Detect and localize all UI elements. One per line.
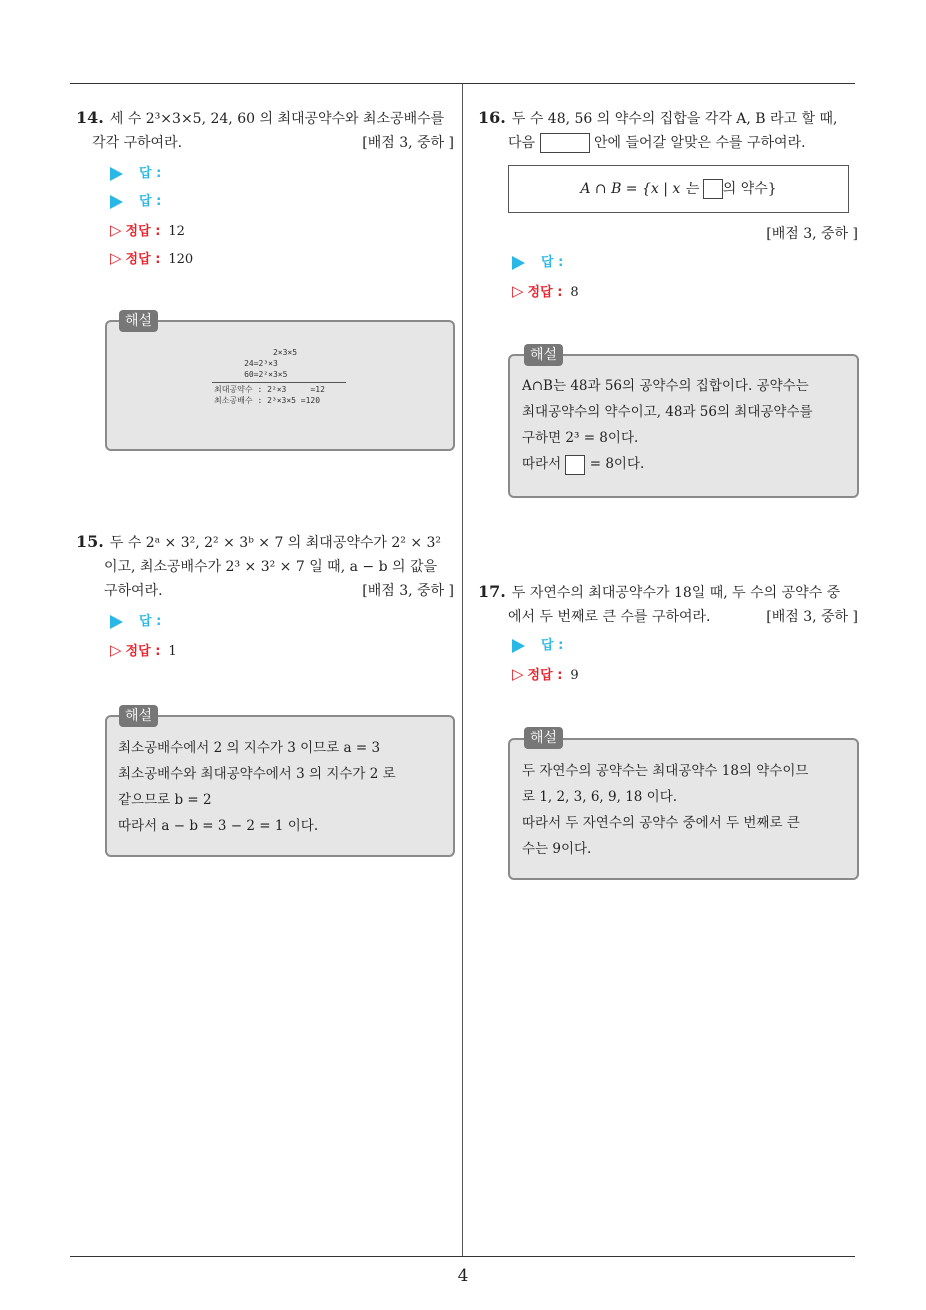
answer-label: 답 : (139, 166, 162, 181)
answer-block-17 (512, 632, 579, 688)
answer-blank (540, 133, 590, 153)
question-16 (478, 106, 858, 155)
question-text: 각각 구하여라. (92, 135, 183, 151)
column-divider (462, 84, 463, 1256)
correct-value: 120 (168, 252, 194, 267)
explanation-line: = 8이다. (589, 456, 645, 472)
calc-rule (212, 382, 346, 383)
outline-triangle-icon: ▷ (110, 641, 122, 659)
explanation-text-15 (118, 735, 446, 839)
score-label: [배점 3, 중하 ] (766, 609, 858, 625)
question-text: 안에 들어갈 알맞은 수를 구하여라. (593, 135, 806, 151)
explanation-line: 같으므로 b = 2 (118, 792, 212, 808)
calc-figure (212, 348, 352, 410)
explanation-tag: 해설 (119, 310, 158, 332)
explanation-line: 따라서 (522, 456, 562, 472)
explanation-tag: 해설 (524, 727, 563, 749)
correct-label: 정답 : (125, 224, 161, 239)
answer-label: 답 : (139, 614, 162, 629)
calc-line: 24=2³×3 (220, 359, 278, 368)
score-label: [배점 3, 중하 ] (766, 226, 858, 242)
question-17 (478, 580, 858, 629)
answer-blank (565, 455, 585, 475)
outline-triangle-icon: ▷ (512, 282, 524, 300)
question-number: 14. (76, 108, 104, 127)
correct-label: 정답 : (527, 285, 563, 300)
question-text: 다음 (508, 135, 536, 151)
correct-value: 12 (168, 224, 185, 239)
answer-label: 답 : (541, 638, 564, 653)
question-15 (76, 530, 454, 603)
correct-value: 9 (570, 668, 579, 683)
question-text: 두 수 2ᵃ × 3², 2² × 3ᵇ × 7 의 최대공약수가 2² × 3² (109, 535, 442, 551)
answer-block-15 (110, 608, 177, 664)
score-label: [배점 3, 중하 ] (362, 135, 454, 151)
explanation-line: 최소공배수에서 2 의 지수가 3 이므로 a = 3 (118, 740, 381, 756)
play-icon (512, 639, 525, 653)
answer-label: 답 : (139, 194, 162, 209)
explanation-line: 최대공약수의 약수이고, 48과 56의 최대공약수를 (522, 404, 813, 420)
explanation-line: 따라서 a − b = 3 − 2 = 1 이다. (118, 818, 319, 834)
page-number: 4 (457, 1266, 469, 1286)
explanation-line: 로 1, 2, 3, 6, 9, 18 이다. (522, 789, 678, 805)
play-icon (110, 167, 123, 181)
play-icon (110, 195, 123, 209)
set-expression: A ∩ B = {x | x 는 (580, 181, 699, 197)
answer-block-16 (512, 249, 579, 305)
explanation-text-16 (522, 373, 852, 477)
set-expression: 의 약수} (722, 181, 777, 197)
question-number: 16. (478, 108, 506, 127)
question-text: 두 자연수의 최대공약수가 18일 때, 두 수의 공약수 중 (511, 585, 841, 601)
question-text: 구하여라. (104, 583, 163, 599)
outline-triangle-icon: ▷ (110, 221, 122, 239)
correct-label: 정답 : (527, 668, 563, 683)
question-14 (76, 106, 454, 155)
explanation-line: 두 자연수의 공약수는 최대공약수 18의 약수이므 (522, 763, 809, 779)
answer-block-14 (110, 160, 193, 272)
calc-line: 60=2²×3×5 (220, 370, 288, 379)
explanation-line: 수는 9이다. (522, 841, 592, 857)
question-text: 이고, 최소공배수가 2³ × 3² × 7 일 때, a − b 의 값을 (104, 559, 438, 575)
calc-line: 2×3×5 (220, 348, 298, 357)
question-text: 두 수 48, 56 의 약수의 집합을 각각 A, B 라고 할 때, (511, 111, 838, 127)
correct-value: 1 (168, 644, 177, 659)
question-number: 15. (76, 532, 104, 551)
outline-triangle-icon: ▷ (110, 249, 122, 267)
answer-blank (703, 179, 723, 199)
outline-triangle-icon: ▷ (512, 665, 524, 683)
explanation-tag: 해설 (524, 344, 563, 366)
set-expression-box (508, 165, 849, 213)
correct-value: 8 (570, 285, 579, 300)
explanation-line: 따라서 두 자연수의 공약수 중에서 두 번째로 큰 (522, 815, 800, 831)
question-text: 에서 두 번째로 큰 수를 구하여라. (508, 609, 711, 625)
bottom-rule (70, 1256, 855, 1257)
correct-label: 정답 : (125, 252, 161, 267)
calc-line: 최대공약수 : 2²×3 =12 (214, 385, 325, 394)
play-icon (110, 615, 123, 629)
question-number: 17. (478, 582, 506, 601)
explanation-line: A∩B는 48과 56의 공약수의 집합이다. 공약수는 (522, 378, 809, 394)
explanation-line: 최소공배수와 최대공약수에서 3 의 지수가 2 로 (118, 766, 396, 782)
explanation-tag: 해설 (119, 705, 158, 727)
score-label: [배점 3, 중하 ] (362, 583, 454, 599)
explanation-text-17 (522, 758, 852, 862)
play-icon (512, 256, 525, 270)
calc-line: 최소공배수 : 2³×3×5 =120 (214, 396, 321, 405)
explanation-line: 구하면 2³ = 8이다. (522, 430, 639, 446)
answer-label: 답 : (541, 255, 564, 270)
question-text: 세 수 2³×3×5, 24, 60 의 최대공약수와 최소공배수를 (109, 111, 445, 127)
correct-label: 정답 : (125, 644, 161, 659)
